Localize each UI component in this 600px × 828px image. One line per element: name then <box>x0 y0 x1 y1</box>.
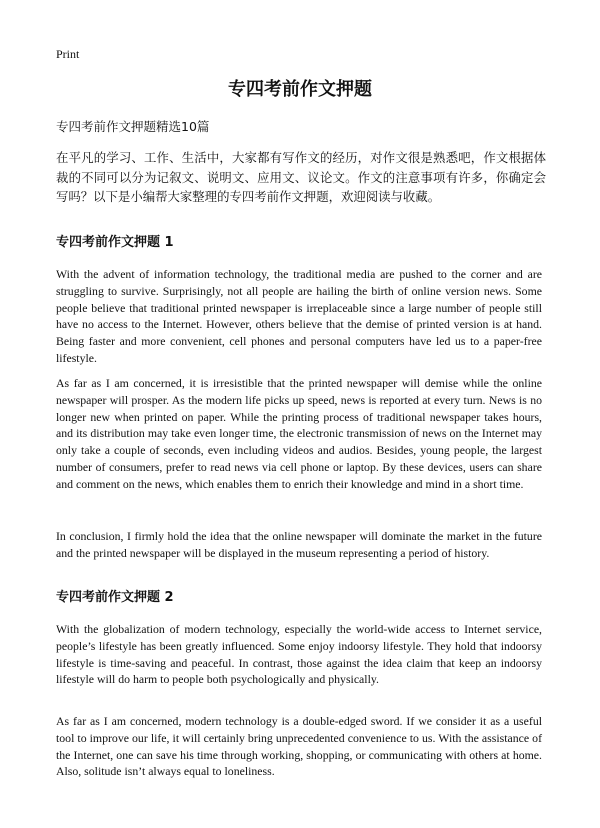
document-subtitle: 专四考前作文押题精选10篇 <box>56 119 210 134</box>
essay-1-paragraph-3: In conclusion, I firmly hold the idea that the online newspaper will dominate the market in the future and the printed newspaper will be displayed in the museum representing a period of history. <box>56 529 542 560</box>
essay-1-paragraph-1: With the advent of information technology, the traditional media are pushed to the corner and are struggling to survive. Surprisingly, not all people are hailing the birth of online version news. Some people believe that traditional printed newspaper is irreplaceable since a large number of people still have no access to the Internet. However, others believe that the demise of printed version is at hand. Being faster and more convenient, cell phones and personal computers have led us to a paper-free lifestyle. <box>56 267 542 365</box>
essay-1-paragraph-2: As far as I am concerned, it is irresistible that the printed newspaper will demise while the online newspaper will prosper. As the modern life picks up speed, news is reported at every turn. News is no longer new when printed on paper. While the printing process of traditional newspaper takes hours, and its distribution may take even longer time, the electronic transmission of news on the Internet may only take a couple of seconds, even including videos and audios. Besides, young people, the largest number of consumers, prefer to read news via cell phone or laptop. By these devices, users can share and comment on the news, which enables them to enrich their knowledge and mind in a short time. <box>56 376 542 491</box>
print-link[interactable]: Print <box>56 47 80 61</box>
page-title: 专四考前作文押题 <box>228 79 372 100</box>
intro-paragraph: 在平凡的学习、工作、生活中，大家都有写作文的经历，对作文很是熟悉吧，作文根据体裁的不同可以分为记叙文、说明文、应用文、议论文。作文的注意事项有许多，你确定会写吗？以下是小编帮大家整理的专四考前作文押题，欢迎阅读与收藏。 <box>56 150 546 204</box>
section-heading-1: 专四考前作文押题 1 <box>56 235 174 250</box>
essay-2-paragraph-1: With the globalization of modern technology, especially the world-wide access to Internet service, people’s lifestyle has been greatly influenced. Some enjoy indoorsy lifestyle. They hold that indoorsy lifestyle is time-saving and peaceful. In contrast, those against the idea claim that keep an indoorsy lifestyle will do harm to people both psychologically and physically. <box>56 622 542 687</box>
essay-2-paragraph-2: As far as I am concerned, modern technology is a double-edged sword. If we consider it as a useful tool to improve our life, it will certainly bring unprecedented convenience to us. With the assistance of the Internet, one can save his time through working, shopping, or communicating with others at home. Also, solitude isn’t always equal to loneliness. <box>56 714 542 779</box>
section-heading-2: 专四考前作文押题 2 <box>56 590 174 605</box>
